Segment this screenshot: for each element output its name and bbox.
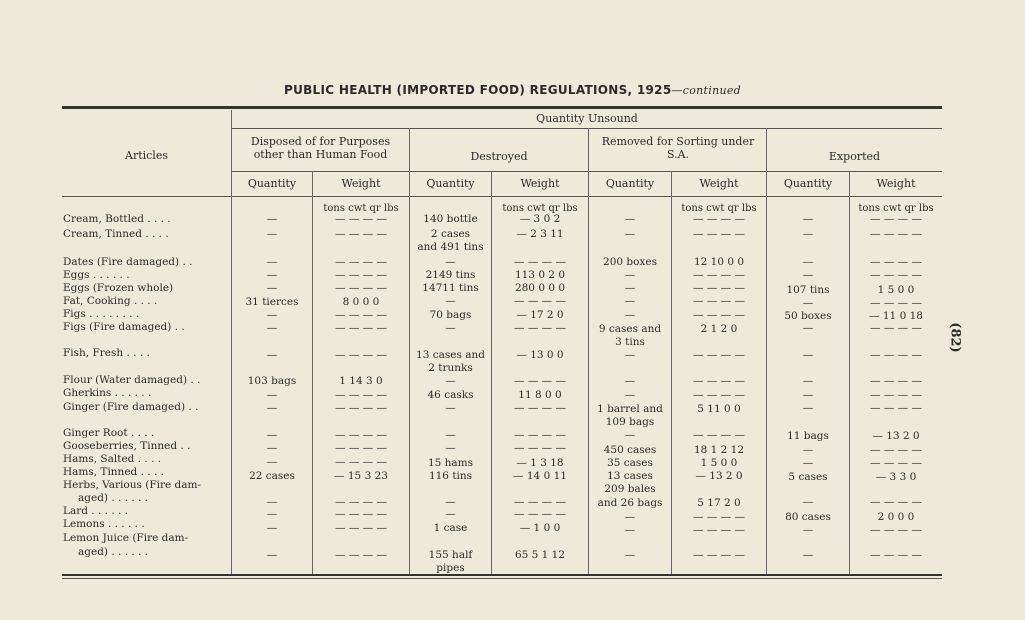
- cell-destroyed-wt: — 1 0 0: [519, 522, 561, 534]
- cell-article: Ginger Root . . . .: [63, 427, 155, 439]
- cell-article: Eggs (Frozen whole): [63, 282, 174, 294]
- cell-removed-wt: — — — —: [692, 269, 745, 281]
- cell-exported-qty: 11 bags: [787, 430, 829, 442]
- cell-removed-wt: — — — —: [692, 375, 745, 387]
- cell-article: Figs (Fire damaged) . .: [63, 321, 185, 333]
- cell-article: Ginger (Fire damaged) . .: [63, 401, 199, 413]
- cell-article: Lemons . . . . . .: [63, 518, 145, 530]
- cell-disposed-wt: — — — —: [334, 496, 387, 508]
- cell-article: Figs . . . . . . . .: [63, 308, 140, 320]
- cell-disposed-wt: — — — —: [334, 228, 387, 240]
- cell-removed-wt: 12 10 0 0: [693, 256, 745, 268]
- cell-disposed-qty: —: [266, 508, 278, 520]
- cell-removed-qty: —: [624, 429, 636, 441]
- cell-disposed-qty: —: [266, 389, 278, 401]
- bottom-rule-2: [62, 578, 942, 579]
- cell-removed-qty: —: [624, 511, 636, 523]
- cell-destroyed-qty: —: [445, 295, 456, 307]
- cell-disposed-wt: 1 14 3 0: [339, 375, 383, 387]
- cell-removed-wt: — — — —: [692, 511, 745, 523]
- cell-disposed-qty: 31 tierces: [245, 296, 299, 308]
- cell-removed-qty: —: [624, 349, 636, 361]
- cell-disposed-wt: — — — —: [334, 322, 387, 334]
- cell-disposed-qty: —: [266, 402, 278, 414]
- cell-destroyed-qty: 46 casks: [427, 389, 474, 401]
- cell-article-2: aged) . . . . . .: [78, 546, 149, 558]
- cell-removed-qty: —: [624, 375, 636, 387]
- cell-destroyed-qty: —: [445, 256, 456, 268]
- cell-removed-wt: — — — —: [692, 389, 745, 401]
- page-number: (82): [947, 322, 963, 353]
- cell-exported-qty: —: [802, 496, 814, 508]
- cell-disposed-qty: —: [266, 322, 278, 334]
- cell-removed-qty: 35 cases: [607, 457, 653, 469]
- cell-article: Fat, Cooking . . . .: [63, 295, 158, 307]
- cell-destroyed-qty: 2 cases: [430, 228, 471, 240]
- cell-removed-qty: 209 bales: [604, 483, 656, 495]
- cell-removed-qty: —: [624, 295, 636, 307]
- cell-exported-qty: —: [802, 444, 814, 456]
- cell-exported-wt: — — — —: [869, 228, 922, 240]
- cell-removed-qty: 13 cases: [607, 470, 653, 482]
- units-label: tons cwt qr lbs: [681, 203, 757, 214]
- cell-removed-wt: — — — —: [692, 282, 745, 294]
- page-title: PUBLIC HEALTH (IMPORTED FOOD) REGULATIONS, 1925—continued: [283, 83, 742, 97]
- header-exported: Exported: [828, 150, 881, 163]
- cell-removed-wt: — — — —: [692, 549, 745, 561]
- cell-removed-qty: —: [624, 213, 636, 225]
- cell-exported-qty: 107 tins: [786, 284, 830, 296]
- cell-destroyed-wt: — — — —: [513, 295, 566, 307]
- cell-destroyed-qty-2: pipes: [436, 562, 465, 574]
- cell-destroyed-qty: —: [445, 322, 456, 334]
- subheader-quantity: Quantity: [605, 177, 655, 190]
- cell-disposed-qty: —: [266, 496, 278, 508]
- cell-disposed-wt: — 15 3 23: [334, 470, 388, 482]
- cell-removed-wt: — — — —: [692, 213, 745, 225]
- cell-destroyed-qty: —: [445, 496, 456, 508]
- header-rule: [232, 128, 942, 129]
- cell-destroyed-wt: — — — —: [513, 375, 566, 387]
- cell-exported-wt: — — — —: [869, 389, 922, 401]
- cell-exported-wt: — 13 2 0: [872, 430, 920, 442]
- cell-exported-qty: —: [802, 322, 814, 334]
- cell-disposed-qty: —: [266, 269, 278, 281]
- cell-disposed-wt: 8 0 0 0: [342, 296, 380, 308]
- cell-exported-qty: —: [802, 349, 814, 361]
- cell-destroyed-wt: — — — —: [513, 322, 566, 334]
- cell-disposed-wt: — — — —: [334, 456, 387, 468]
- cell-destroyed-qty: 14711 tins: [422, 282, 479, 294]
- cell-exported-qty: —: [802, 457, 814, 469]
- cell-exported-wt: — — — —: [869, 213, 922, 225]
- cell-exported-qty: —: [802, 524, 814, 536]
- cell-destroyed-qty: 155 half: [428, 549, 473, 561]
- cell-exported-wt: — — — —: [869, 496, 922, 508]
- cell-destroyed-qty: 116 tins: [428, 470, 473, 482]
- subheader-rule: [232, 171, 942, 172]
- subheader-weight: Weight: [341, 177, 381, 190]
- cell-destroyed-qty-2: 2 trunks: [428, 362, 473, 374]
- cell-destroyed-wt: 280 0 0 0: [514, 282, 566, 294]
- cell-removed-qty: 9 cases and: [598, 323, 662, 335]
- cell-removed-qty: —: [624, 389, 636, 401]
- cell-article: Lemon Juice (Fire dam-: [63, 532, 189, 544]
- cell-exported-wt: — — — —: [869, 457, 922, 469]
- cell-disposed-qty: —: [266, 349, 278, 361]
- cell-disposed-wt: — — — —: [334, 442, 387, 454]
- cell-removed-qty: —: [624, 228, 636, 240]
- cell-exported-wt: — — — —: [869, 349, 922, 361]
- cell-disposed-qty: —: [266, 213, 278, 225]
- cell-disposed-qty: —: [266, 228, 278, 240]
- cell-exported-wt: — — — —: [869, 256, 922, 268]
- header-removed: Removed for Sorting under S.A.: [601, 135, 755, 161]
- cell-removed-qty: 450 cases: [603, 444, 657, 456]
- cell-removed-wt: 5 17 2 0: [697, 497, 741, 509]
- cell-disposed-qty: —: [266, 309, 278, 321]
- cell-destroyed-qty: 13 cases and: [416, 349, 485, 361]
- cell-disposed-qty: —: [266, 429, 278, 441]
- cell-destroyed-wt: 65 5 1 12: [514, 549, 566, 561]
- cell-removed-qty: —: [624, 282, 636, 294]
- units-label: tons cwt qr lbs: [858, 203, 934, 214]
- cell-destroyed-wt: — 2 3 11: [516, 228, 564, 240]
- cell-exported-qty: —: [802, 228, 814, 240]
- cell-removed-qty: 200 boxes: [603, 256, 657, 268]
- cell-exported-wt: — — — —: [869, 375, 922, 387]
- cell-destroyed-qty: 15 hams: [427, 457, 474, 469]
- cell-disposed-wt: — — — —: [334, 522, 387, 534]
- cell-exported-qty: —: [802, 389, 814, 401]
- cell-exported-qty: —: [802, 402, 814, 414]
- cell-disposed-qty: 103 bags: [247, 375, 297, 387]
- subheader-weight: Weight: [699, 177, 739, 190]
- cell-exported-wt: 1 5 0 0: [877, 284, 915, 296]
- cell-article-2: aged) . . . . . .: [78, 492, 149, 504]
- header-articles: Articles: [125, 149, 168, 162]
- cell-exported-qty: —: [802, 256, 814, 268]
- cell-exported-qty: —: [802, 375, 814, 387]
- cell-destroyed-qty: 2149 tins: [425, 269, 476, 281]
- cell-removed-wt: — — — —: [692, 349, 745, 361]
- cell-destroyed-qty: —: [445, 402, 456, 414]
- cell-exported-wt: — — — —: [869, 524, 922, 536]
- cell-disposed-wt: — — — —: [334, 213, 387, 225]
- cell-disposed-qty: —: [266, 282, 278, 294]
- cell-removed-qty-2: 3 tins: [615, 336, 645, 348]
- cell-removed-qty-2: and 26 bags: [597, 497, 663, 509]
- cell-removed-qty: —: [624, 549, 636, 561]
- cell-removed-wt: — 13 2 0: [695, 470, 743, 482]
- cell-exported-wt: — — — —: [869, 322, 922, 334]
- cell-destroyed-wt: — 1 3 18: [516, 457, 564, 469]
- cell-destroyed-qty: 70 bags: [429, 309, 472, 321]
- cell-exported-wt: — — — —: [869, 269, 922, 281]
- cell-article: Dates (Fire damaged) . .: [63, 256, 193, 268]
- cell-disposed-wt: — — — —: [334, 549, 387, 561]
- cell-destroyed-wt: 113 0 2 0: [514, 269, 566, 281]
- cell-article: Eggs . . . . . .: [63, 269, 130, 281]
- cell-removed-wt: — — — —: [692, 429, 745, 441]
- cell-disposed-qty: —: [266, 456, 278, 468]
- cell-destroyed-wt: — — — —: [513, 256, 566, 268]
- header-destroyed: Destroyed: [470, 150, 528, 163]
- cell-destroyed-qty: —: [445, 508, 456, 520]
- header-disposed: Disposed of for Purposes other than Human Food: [250, 135, 391, 161]
- cell-destroyed-wt: — — — —: [513, 429, 566, 441]
- cell-removed-wt: 1 5 0 0: [700, 457, 738, 469]
- cell-disposed-wt: — — — —: [334, 256, 387, 268]
- cell-exported-wt: 2 0 0 0: [877, 511, 915, 523]
- units-label: tons cwt qr lbs: [502, 203, 578, 214]
- cell-removed-wt: — — — —: [692, 295, 745, 307]
- cell-removed-wt: — — — —: [692, 524, 745, 536]
- cell-disposed-qty: —: [266, 256, 278, 268]
- cell-destroyed-qty-2: and 491 tins: [417, 241, 484, 253]
- subheader-weight: Weight: [876, 177, 916, 190]
- units-rule: [62, 196, 942, 197]
- cell-exported-qty: —: [802, 297, 814, 309]
- cell-disposed-wt: — — — —: [334, 309, 387, 321]
- subheader-quantity: Quantity: [247, 177, 297, 190]
- cell-destroyed-wt: — 13 0 0: [516, 349, 564, 361]
- cell-exported-wt: — 3 3 0: [875, 471, 917, 483]
- top-rule: [62, 106, 942, 109]
- cell-disposed-wt: — — — —: [334, 429, 387, 441]
- subheader-quantity: Quantity: [426, 177, 475, 190]
- cell-removed-wt: 2 1 2 0: [700, 323, 738, 335]
- cell-article: Herbs, Various (Fire dam-: [63, 479, 202, 491]
- cell-exported-wt: — — — —: [869, 402, 922, 414]
- cell-destroyed-wt: — 17 2 0: [516, 309, 564, 321]
- cell-destroyed-qty: 1 case: [433, 522, 468, 534]
- cell-disposed-qty: 22 cases: [249, 470, 295, 482]
- cell-exported-qty: —: [802, 269, 814, 281]
- cell-article: Lard . . . . . .: [63, 505, 129, 517]
- cell-removed-wt: 5 11 0 0: [697, 403, 741, 415]
- cell-exported-qty: 50 boxes: [784, 310, 832, 322]
- cell-exported-wt: — — — —: [869, 549, 922, 561]
- cell-disposed-wt: — — — —: [334, 282, 387, 294]
- cell-destroyed-qty: 140 bottle: [423, 213, 478, 225]
- cell-article: Cream, Tinned . . . .: [63, 228, 169, 240]
- cell-article: Gooseberries, Tinned . .: [63, 440, 191, 452]
- cell-disposed-qty: —: [266, 442, 278, 454]
- cell-article: Flour (Water damaged) . .: [63, 374, 201, 386]
- cell-disposed-qty: —: [266, 549, 278, 561]
- cell-destroyed-wt: 11 8 0 0: [518, 389, 562, 401]
- cell-exported-qty: —: [802, 213, 814, 225]
- cell-removed-qty: 1 barrel and: [597, 403, 663, 415]
- cell-destroyed-qty: —: [445, 429, 456, 441]
- cell-destroyed-qty: —: [445, 375, 456, 387]
- cell-exported-wt: — — — —: [869, 297, 922, 309]
- cell-article: Gherkins . . . . . .: [63, 387, 152, 399]
- cell-disposed-wt: — — — —: [334, 402, 387, 414]
- cell-disposed-wt: — — — —: [334, 389, 387, 401]
- cell-destroyed-qty: —: [445, 442, 456, 454]
- cell-removed-qty: —: [624, 524, 636, 536]
- cell-exported-qty: 80 cases: [785, 511, 831, 523]
- cell-article: Hams, Salted . . . .: [63, 453, 162, 465]
- subheader-quantity: Quantity: [783, 177, 833, 190]
- cell-exported-qty: —: [802, 549, 814, 561]
- cell-disposed-wt: — — — —: [334, 349, 387, 361]
- cell-article: Fish, Fresh . . . .: [63, 347, 150, 359]
- cell-article: Cream, Bottled . . . .: [63, 213, 171, 225]
- cell-removed-qty: —: [624, 309, 636, 321]
- cell-destroyed-wt: — 14 0 11: [513, 470, 567, 482]
- cell-removed-qty: —: [624, 269, 636, 281]
- cell-disposed-wt: — — — —: [334, 508, 387, 520]
- cell-destroyed-wt: — — — —: [513, 442, 566, 454]
- cell-removed-qty-2: 109 bags: [605, 416, 655, 428]
- cell-removed-wt: — — — —: [692, 309, 745, 321]
- cell-destroyed-wt: — — — —: [513, 496, 566, 508]
- cell-disposed-wt: — — — —: [334, 269, 387, 281]
- cell-exported-wt: — 11 0 18: [869, 310, 923, 322]
- cell-removed-wt: — — — —: [692, 228, 745, 240]
- units-label: tons cwt qr lbs: [323, 203, 399, 214]
- cell-exported-qty: 5 cases: [788, 471, 828, 483]
- cell-removed-wt: 18 1 2 12: [693, 444, 745, 456]
- header-quantity-unsound: Quantity Unsound: [536, 112, 638, 125]
- cell-disposed-qty: —: [266, 522, 278, 534]
- cell-article: Hams, Tinned . . . .: [63, 466, 164, 478]
- bottom-rule: [62, 574, 942, 576]
- cell-destroyed-wt: — — — —: [513, 508, 566, 520]
- cell-exported-wt: — — — —: [869, 444, 922, 456]
- subheader-weight: Weight: [520, 177, 560, 190]
- cell-destroyed-wt: — 3 0 2: [519, 213, 561, 225]
- cell-destroyed-wt: — — — —: [513, 402, 566, 414]
